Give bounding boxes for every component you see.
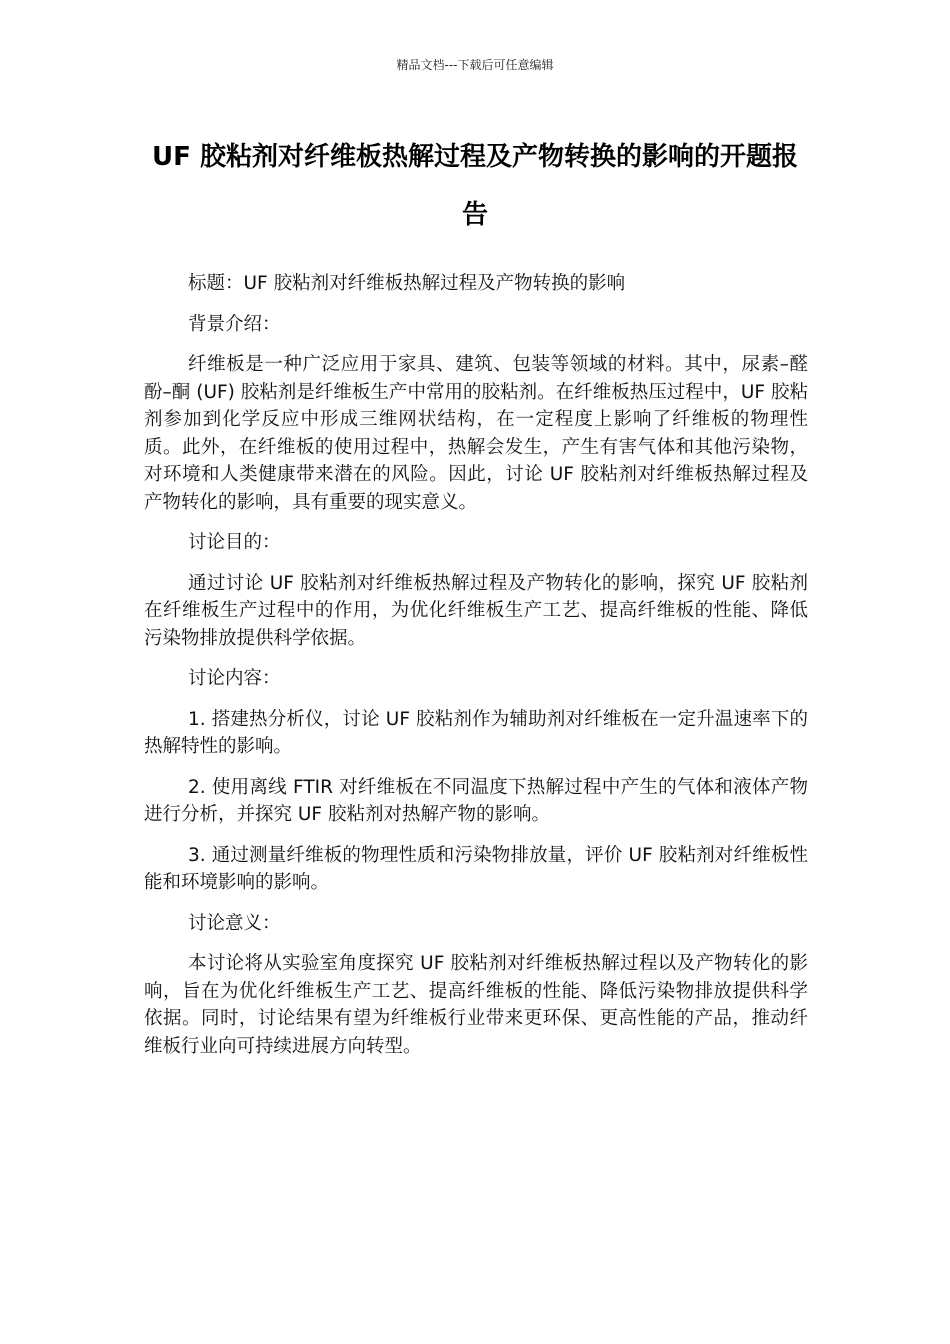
page-header-watermark: 精品文档---下载后可任意编辑 [396, 58, 554, 72]
content-item-1: 1. 搭建热分析仪，讨论 UF 胶粘剂作为辅助剂对纤维板在一定升温速率下的热解特性的影响。 [144, 708, 808, 757]
document-title: UF 胶粘剂对纤维板热解过程及产物转换的影响的开题报告 [152, 142, 798, 230]
significance-paragraph: 本讨论将从实验室角度探究 UF 胶粘剂对纤维板热解过程以及产物转化的影响，旨在为优化纤维板生产工艺、提高纤维板的性能、降低污染物排放提供科学依据。同时，讨论结果有望为纤维板行业带来更环保、更高性能的产品，推动纤维板行业向可持续进展方向转型。 [144, 953, 808, 1057]
section-heading-background: 背景介绍： [188, 313, 281, 335]
purpose-paragraph: 通过讨论 UF 胶粘剂对纤维板热解过程及产物转化的影响，探究 UF 胶粘剂在纤维板生产过程中的作用，为优化纤维板生产工艺、提高纤维板的性能、降低污染物排放提供科学依据。 [144, 572, 808, 649]
content-item-2: 2. 使用离线 FTIR 对纤维板在不同温度下热解过程中产生的气体和液体产物进行分析，并探究 UF 胶粘剂对热解产物的影响。 [144, 776, 808, 825]
section-heading-significance: 讨论意义： [188, 912, 281, 934]
subject-line: 标题：UF 胶粘剂对纤维板热解过程及产物转换的影响 [188, 273, 626, 294]
document-body [144, 270, 808, 1073]
content-item-3: 3. 通过测量纤维板的物理性质和污染物排放量，评价 UF 胶粘剂对纤维板性能和环境影响的影响。 [144, 844, 808, 893]
section-heading-purpose: 讨论目的： [188, 532, 281, 553]
section-heading-content: 讨论内容： [188, 668, 281, 689]
background-paragraph: 纤维板是一种广泛应用于家具、建筑、包装等领域的材料。其中，尿素–醛酚–酮 (UF) 胶粘剂是纤维板生产中常用的胶粘剂。在纤维板热压过程中，UF 胶粘剂参加到化学反应中形成三维网状结构，在一定程度上影响了纤维板的物理性质。此外，在纤维板的使用过程中，热解会发生，产生有害气体和其他污染物，对环境和人类健康带来潜在的风险。因此，讨论 UF 胶粘剂对纤维板热解过程及产物转化的影响，具有重要的现实意义。 [144, 354, 808, 513]
